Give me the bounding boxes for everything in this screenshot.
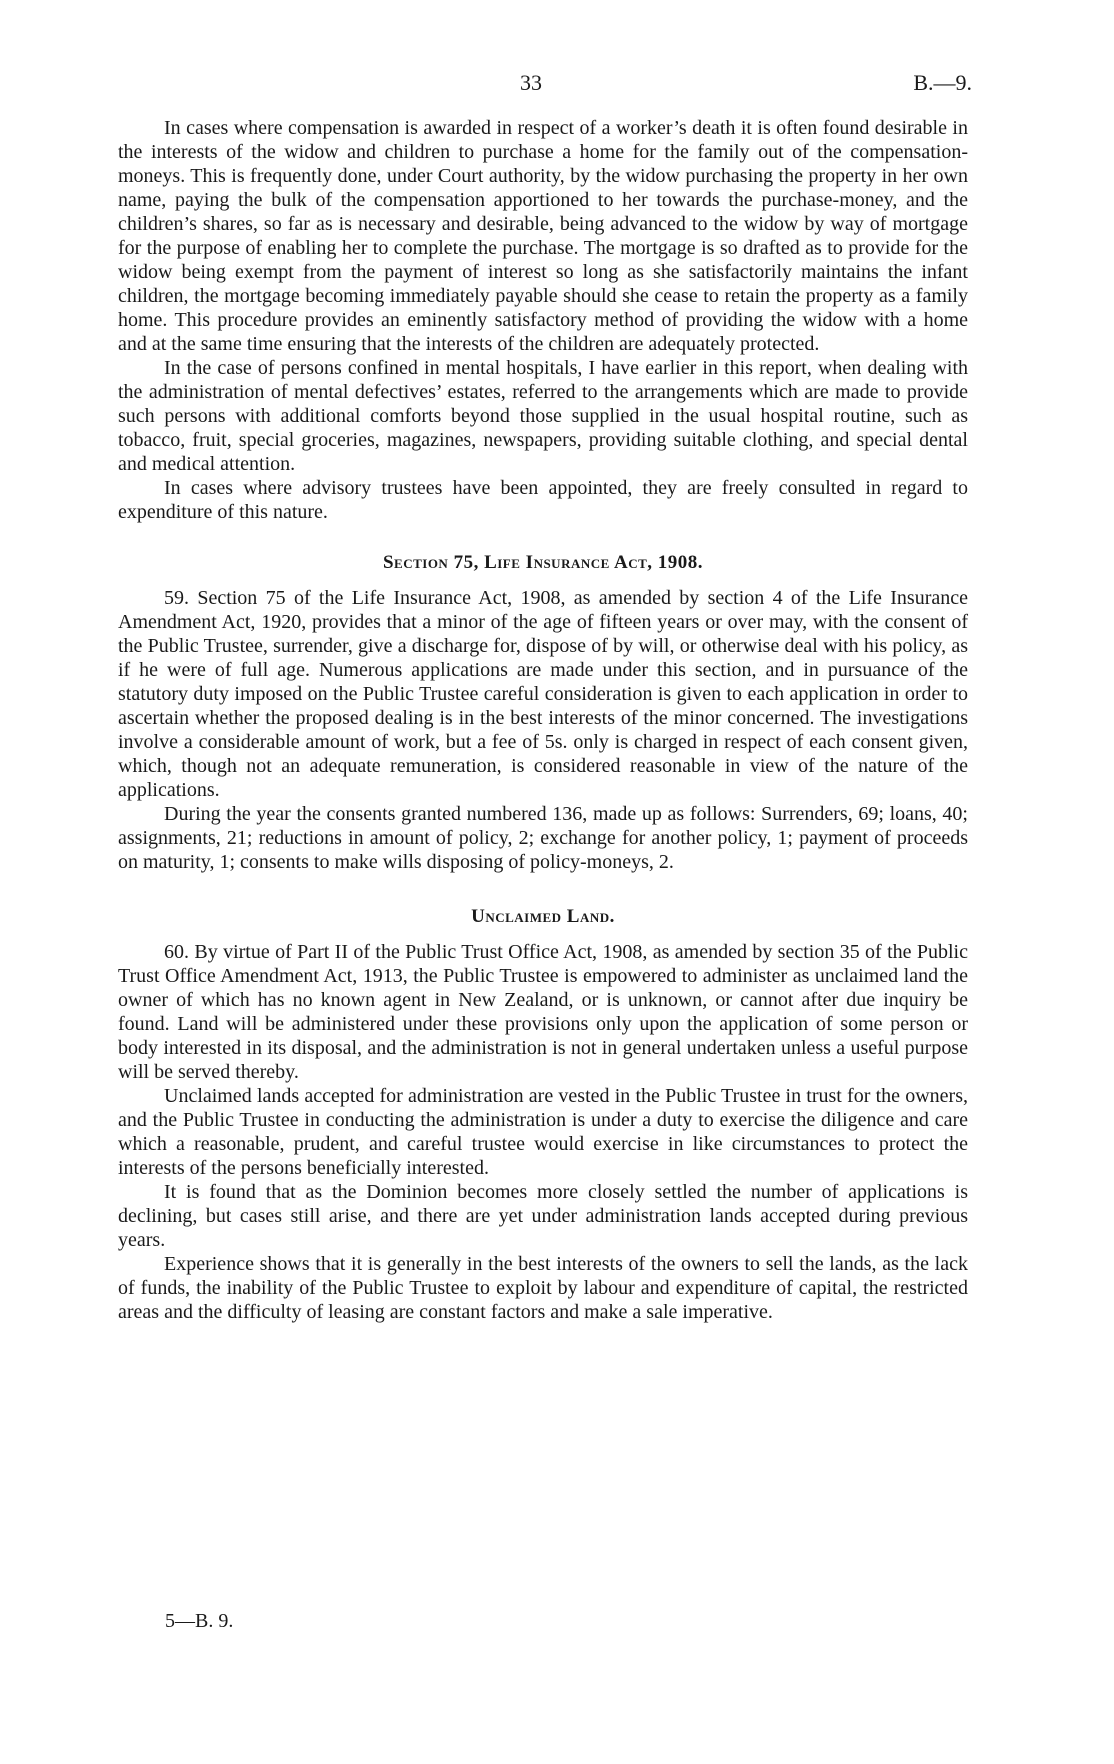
paragraph-mental-hospitals: In the case of persons confined in mental hospitals, I have earlier in this report, when dealing with the administration of mental defectives’ estates, referred to the arrangements which are made to provide such persons with additional comforts beyond those supplied in the usual hospital routine, such as tobacco, fruit, special groceries, magazines, newspapers, providing suitable clothing, and special dental and medical attention. <box>118 357 968 475</box>
section-heading-life-insurance: Section 75, Life Insurance Act, 1908. <box>382 552 704 573</box>
paragraph-59-section-75: 59. Section 75 of the Life Insurance Act, 1908, as amended by section 4 of the Life Insurance Amendment Act, 1920, provides that a minor of the age of fifteen years or over may, with the consent of the Public Trustee, surrender, give a discharge for, dispose of by will, or otherwise deal with his policy, as if he were of full age. Numerous applications are made under this section, and in pursuance of the statutory duty imposed on the Public Trustee careful consideration is given to each application in order to ascertain whether the proposed dealing is in the best interests of the minor concerned. The investigations involve a considerable amount of work, but a fee of 5s. only is charged in respect of each consent given, which, though not an adequate remuneration, is considered reasonable in view of the nature of the applications. <box>118 587 968 801</box>
report-reference: B.—9. <box>913 70 972 95</box>
page-number: 33 <box>520 70 542 95</box>
paragraph-vested-in-trustee: Unclaimed lands accepted for administration are vested in the Public Trustee in trust for the owners, and the Public Trustee in conducting the administration is under a duty to exercise the diligence and care which a reasonable, prudent, and careful trustee would exercise in like circumstances to protect the interests of the persons beneficially interested. <box>118 1085 968 1179</box>
paragraph-advisory-trustees: In cases where advisory trustees have been appointed, they are freely consulted in regard to expenditure of this nature. <box>118 477 968 523</box>
paragraph-60-unclaimed-land: 60. By virtue of Part II of the Public Trust Office Act, 1908, as amended by section 35 of the Public Trust Office Amendment Act, 1913, the Public Trustee is empowered to administer as unclaimed land the owner of which has no known agent in New Zealand, or is unknown, or cannot after due inquiry be found. Land will be administered under these provisions only upon the application of some person or body interested in its disposal, and the administration is not in general undertaken unless a useful purpose will be served thereby. <box>118 941 968 1083</box>
paragraph-sale-imperative: Experience shows that it is generally in the best interests of the owners to sell the lands, as the lack of funds, the inability of the Public Trustee to exploit by labour and expenditure of capital, the restricted areas and the difficulty of leasing are constant factors and make a sale imperative. <box>118 1253 968 1323</box>
signature-reference: 5—B. 9. <box>165 1610 234 1632</box>
section-heading-unclaimed-land: Unclaimed Land. <box>471 906 615 927</box>
paragraph-consents-granted: During the year the consents granted numbered 136, made up as follows: Surrenders, 69; loans, 40; assignments, 21; reductions in amount of policy, 2; exchange for another policy, 1; payment of proceeds on maturity, 1; consents to make wills disposing of policy-moneys, 2. <box>118 803 968 873</box>
paragraph-widow-home: In cases where compensation is awarded in respect of a worker’s death it is often found desirable in the interests of the widow and children to purchase a home for the family out of the compensation-moneys. This is frequently done, under Court authority, by the widow purchasing the property in her own name, paying the bulk of the compensation apportioned to her towards the purchase-money, and the children’s shares, so far as is necessary and desirable, being advanced to the widow by way of mortgage for the purpose of enabling her to complete the purchase. The mortgage is so drafted as to provide for the widow being exempt from the payment of interest so long as she satisfactorily maintains the infant children, the mortgage becoming immediately payable should she cease to retain the property as a family home. This procedure provides an eminently satisfactory method of providing the widow with a home and at the same time ensuring that the interests of the children are adequately protected. <box>118 117 968 355</box>
page-body <box>118 116 968 1324</box>
paragraph-applications-declining: It is found that as the Dominion becomes more closely settled the number of applications is declining, but cases still arise, and there are yet under administration lands accepted during previous years. <box>118 1181 968 1251</box>
